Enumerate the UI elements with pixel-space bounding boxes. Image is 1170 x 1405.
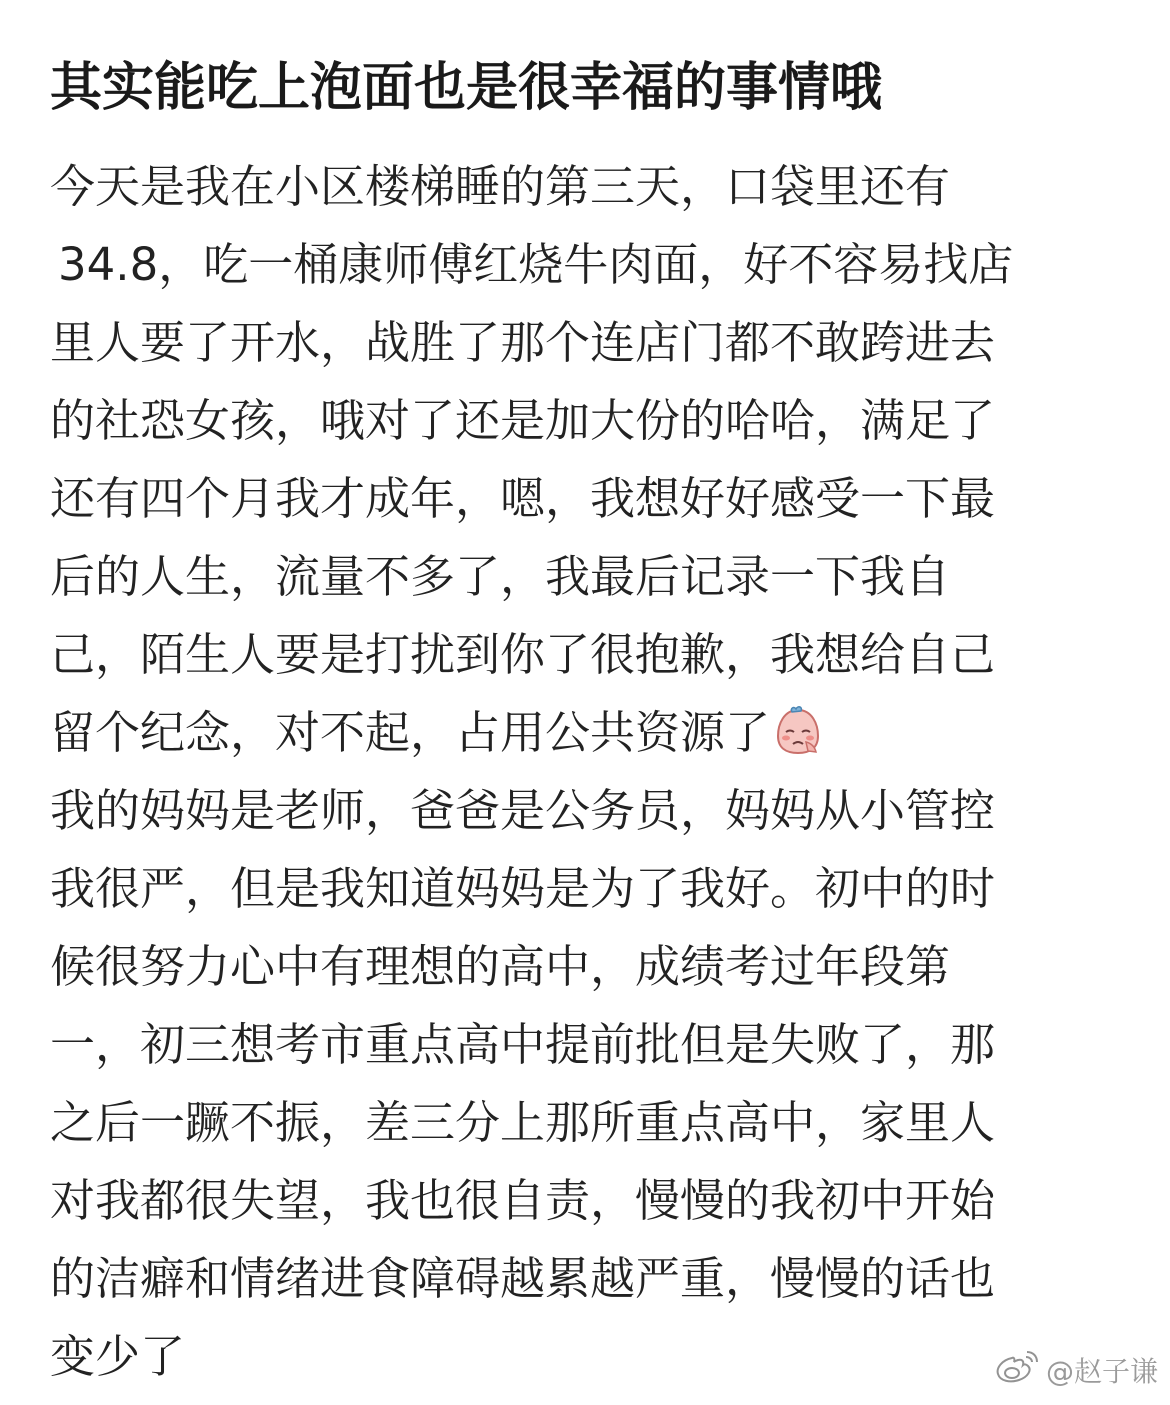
body-line: 之后一蹶不振，差三分上那所重点高中，家里人 <box>50 1096 996 1149</box>
body-line: 我很严，但是我知道妈妈是为了我好。初中的时 <box>50 862 996 915</box>
body-line: 一，初三想考市重点高中提前批但是失败了，那 <box>50 1018 996 1071</box>
body-line-with-emoji <box>50 694 1130 772</box>
body-line: 我的妈妈是老师，爸爸是公务员，妈妈从小管控 <box>50 784 996 837</box>
body-line: 后的人生，流量不多了，我最后记录一下我自 <box>50 550 951 603</box>
body-line: 的洁癖和情绪进食障碍越累越严重，慢慢的话也 <box>50 1252 996 1305</box>
body-line-text: 留个纪念，对不起，占用公共资源了 <box>50 706 771 759</box>
body-line: 己，陌生人要是打扰到你了很抱歉，我想给自己 <box>50 628 996 681</box>
body-line: 里人要了开水，战胜了那个连店门都不敢跨进去 <box>50 316 996 369</box>
sad-face-emoji-icon <box>772 702 824 754</box>
body-line: 的社恐女孩，哦对了还是加大份的哈哈，满足了 <box>50 394 996 447</box>
body-line: 今天是我在小区楼梯睡的第三天，口袋里还有 <box>50 160 951 213</box>
body-line: 候很努力心中有理想的高中，成绩考过年段第 <box>50 940 951 993</box>
body-line: 34.8，吃一桶康师傅红烧牛肉面，好不容易找店 <box>58 238 1014 291</box>
post-title: 其实能吃上泡面也是很幸福的事情哦 <box>50 58 883 118</box>
weibo-logo-icon <box>994 1348 1040 1391</box>
post-body <box>50 148 1130 1396</box>
body-line: 还有四个月我才成年，嗯，我想好好感受一下最 <box>50 472 996 525</box>
body-line: 变少了 <box>50 1330 186 1383</box>
body-line: 对我都很失望，我也很自责，慢慢的我初中开始 <box>50 1174 996 1227</box>
watermark-text: @赵子谦 <box>1045 1354 1158 1388</box>
watermark <box>994 1348 1158 1391</box>
